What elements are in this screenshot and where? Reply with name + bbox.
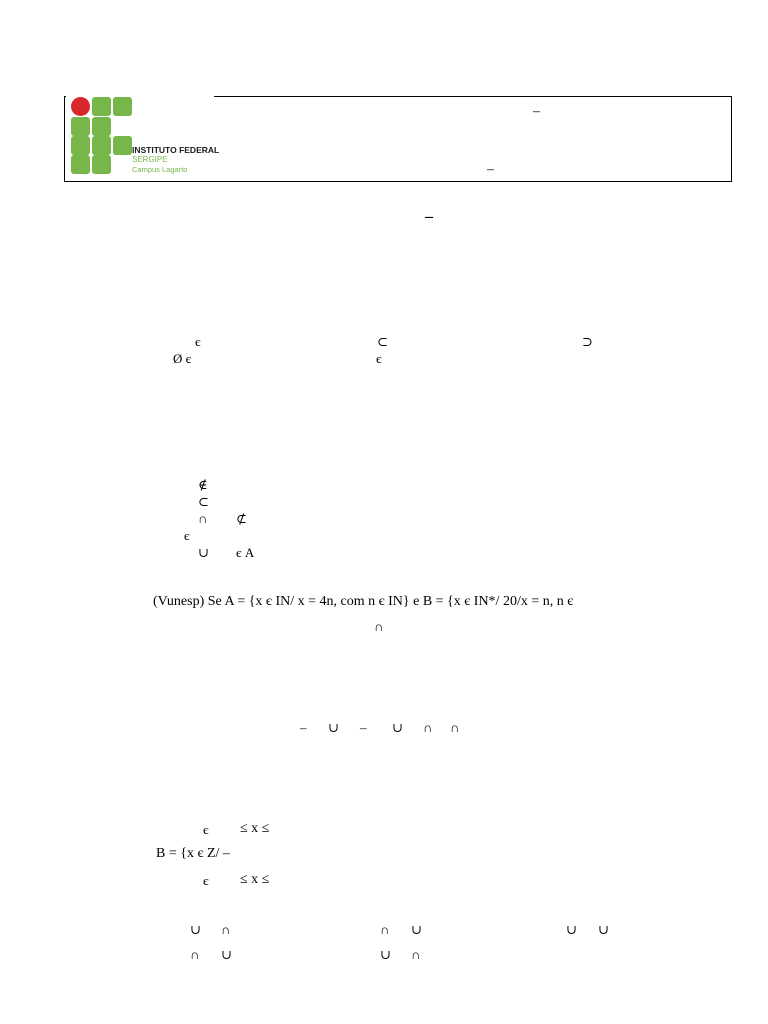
option-symbol: ∩ [380,922,390,937]
header-dash-bottom: – [487,162,494,177]
option-symbol: ∪ [190,922,201,937]
logo-square [113,97,132,116]
option-symbol: ∪ [411,922,422,937]
header-dash-top: – [533,104,540,119]
q5-set-b: B = {x є Z/ – [156,846,230,861]
q4-symbol: ∩ [423,720,433,735]
logo-square [113,136,132,155]
q1-symbol: ⊃ [582,334,593,349]
option-symbol: ∪ [221,947,232,962]
logo-square [92,97,111,116]
q2-item: ∉ [198,477,208,492]
q1-symbol: є [195,334,201,349]
q2-item: ⊂ [198,494,209,509]
q4-symbol: – [300,720,307,735]
option-symbol: ∪ [380,947,391,962]
q5-inequality: ≤ x ≤ [240,821,270,836]
q4-symbol: ∪ [392,720,403,735]
q4-symbol: ∩ [450,720,460,735]
q4-symbol: ∪ [328,720,339,735]
institute-logo [66,93,220,177]
option-symbol: ∪ [598,922,609,937]
logo-square [92,117,111,136]
campus-name: Campus Lagarto [132,165,188,174]
logo-square [71,117,90,136]
logo-square [71,155,90,174]
logo-square [71,136,90,155]
q3-symbol: ∩ [374,619,384,634]
logo-square [92,136,111,155]
option-symbol: ∩ [190,947,200,962]
q2-item: є A [236,545,255,560]
institution-name: INSTITUTO FEDERAL [132,145,220,155]
q5-symbol: є [203,822,209,837]
logo-red-circle [71,97,90,116]
q2-item: ∩ [198,511,208,526]
option-symbol: ∩ [411,947,421,962]
option-symbol: ∪ [566,922,577,937]
q1-symbol: є [376,351,382,366]
title-dash: – [425,208,433,225]
q5-inequality: ≤ x ≤ [240,872,270,887]
q2-item: є [184,528,190,543]
option-symbol: ∩ [221,922,231,937]
q4-symbol: – [360,720,367,735]
logo-square [92,155,111,174]
q1-symbol: ⊂ [377,334,388,349]
q3-text: (Vunesp) Se A = {x є IN/ x = 4n, com n є IN} e B = {x є IN*/ 20/x = n, n є [153,594,574,609]
q2-item: ⊄ [236,511,247,526]
q2-item: ∪ [198,545,209,560]
institution-state: SERGIPE [132,155,168,164]
q1-symbol: Ø є [173,351,192,366]
q5-symbol: є [203,873,209,888]
